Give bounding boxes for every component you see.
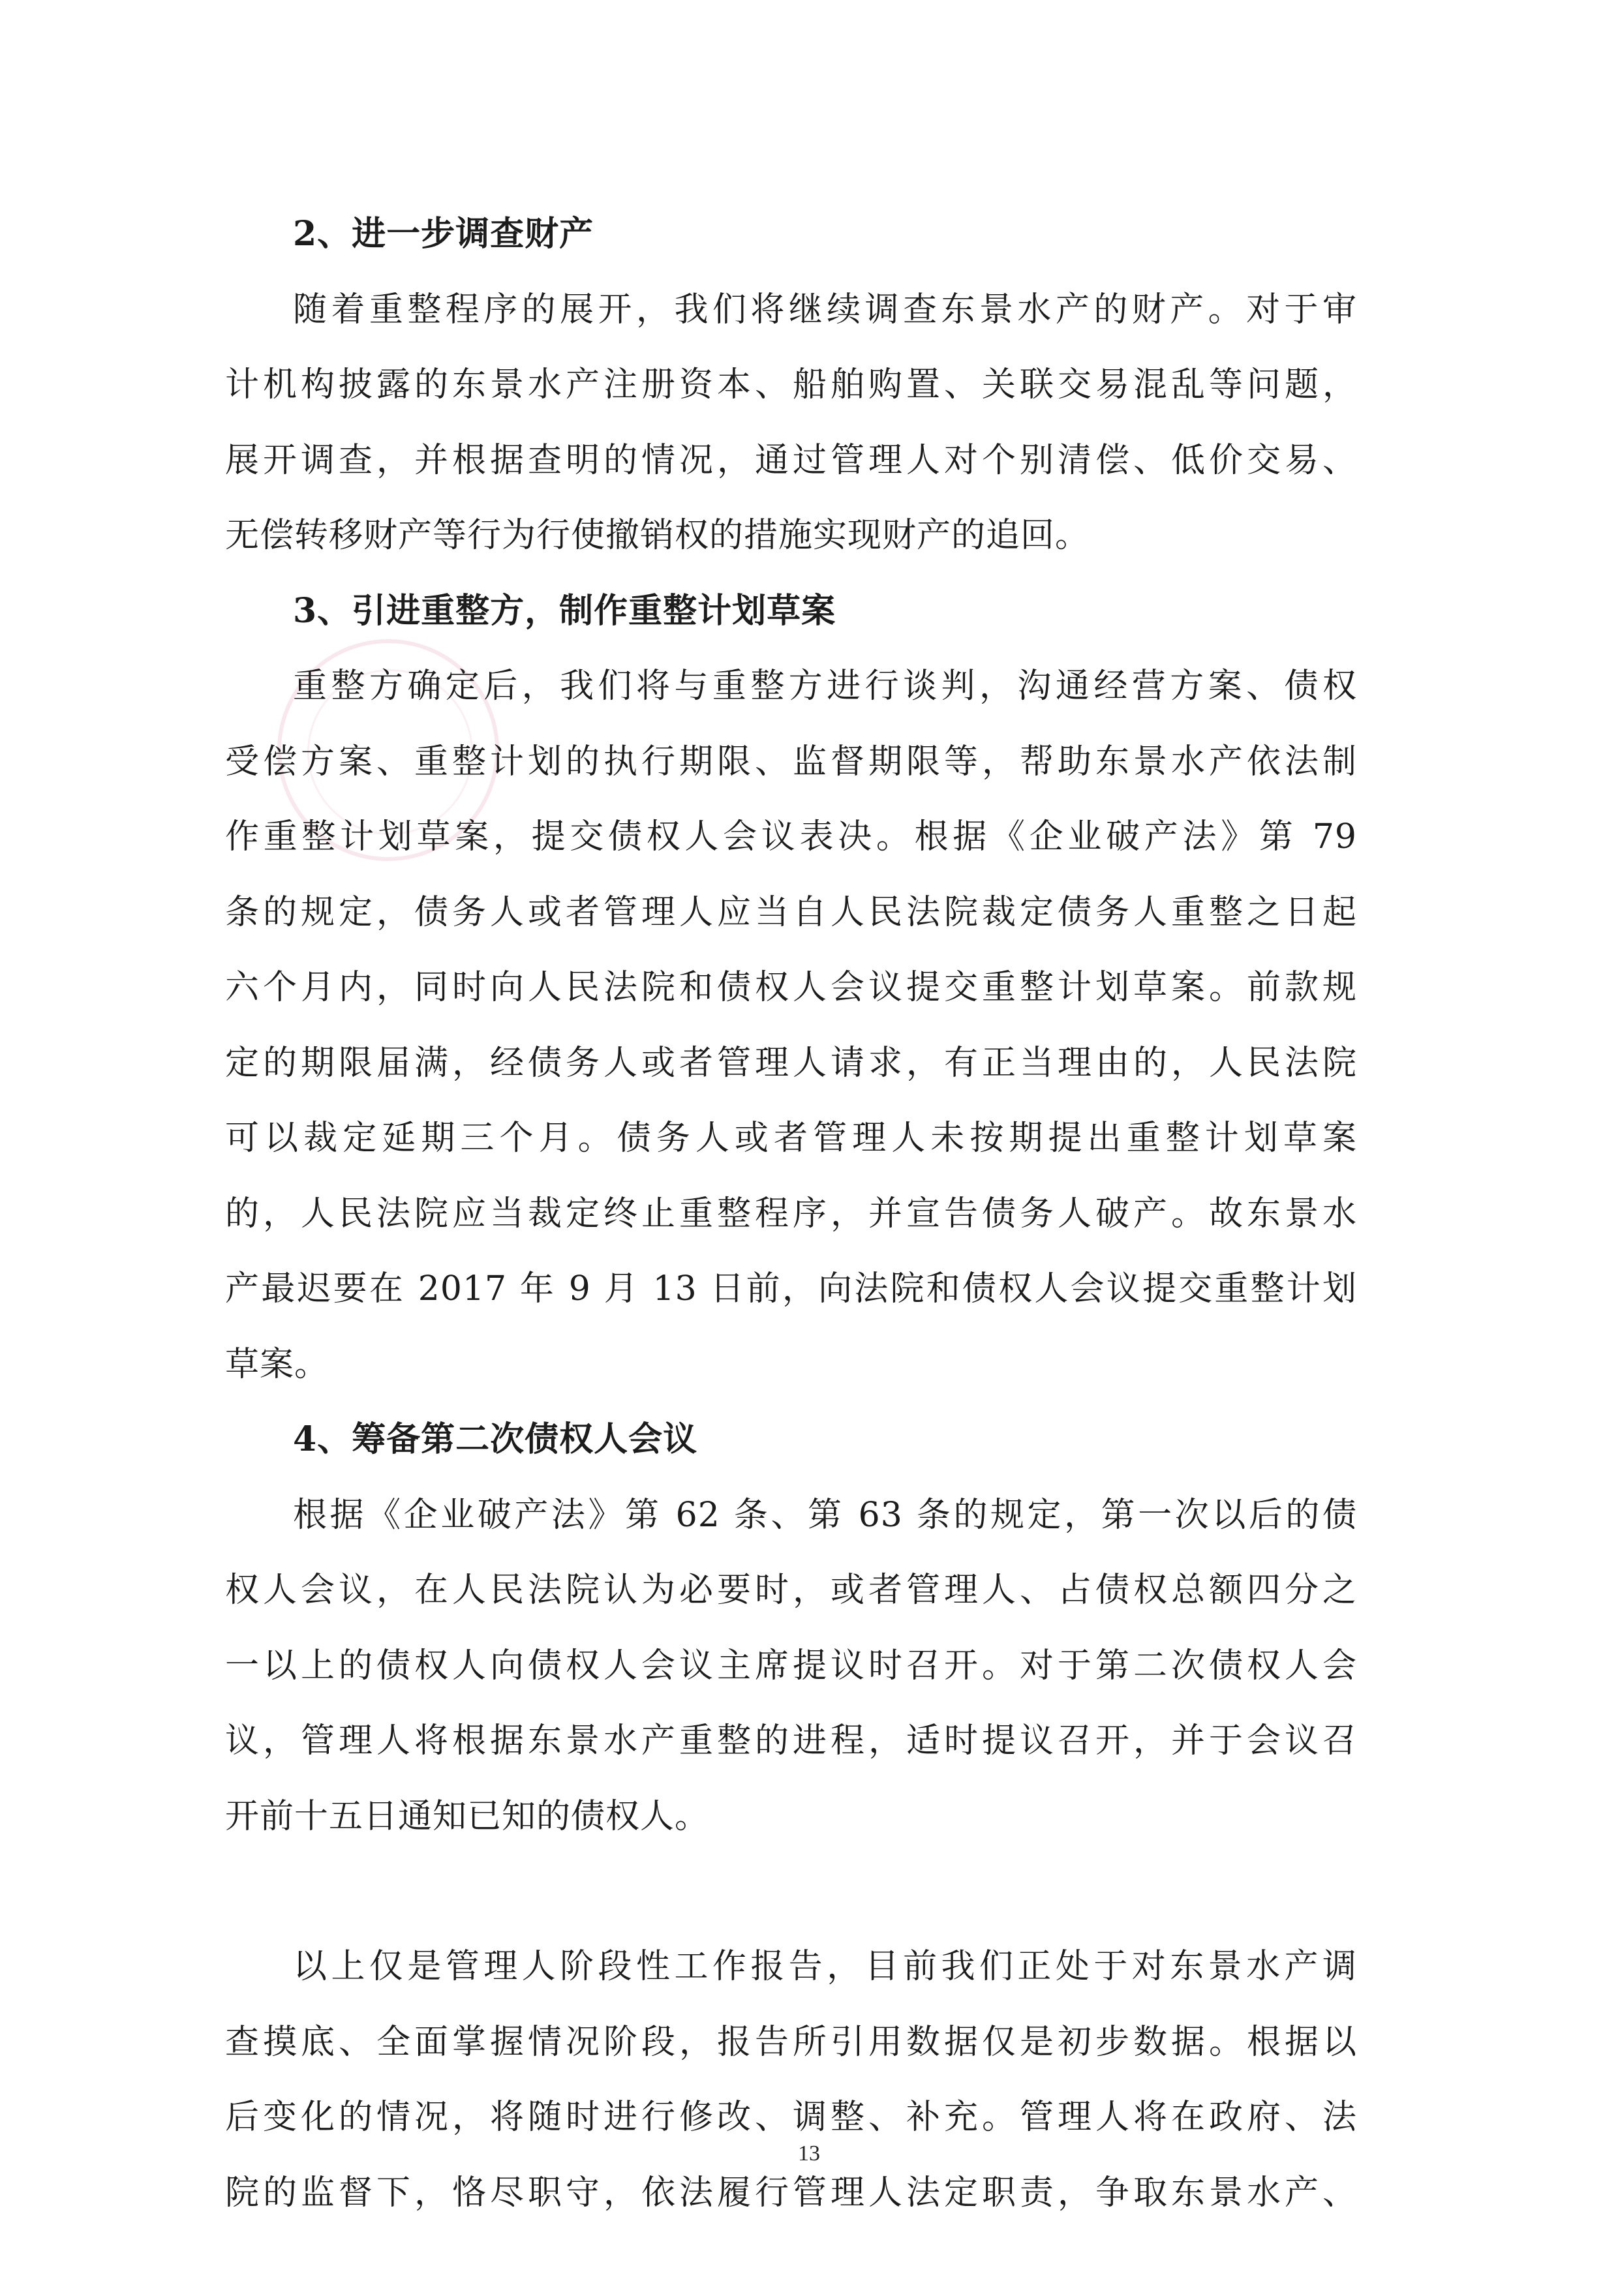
text-line: 权人会议，在人民法院认为必要时，或者管理人、占债权总额四分之 <box>225 1571 1357 1610</box>
text-line: 无偿转移财产等行为行使撤销权的措施实现财产的追回。 <box>225 516 1090 555</box>
text-line: 随着重整程序的展开，我们将继续调查东景水产的财产。对于审 <box>293 290 1357 329</box>
text-line: 后变化的情况，将随时进行修改、调整、补充。管理人将在政府、法 <box>225 2098 1357 2137</box>
text-line: 议，管理人将根据东景水产重整的进程，适时提议召开，并于会议召 <box>225 1721 1357 1760</box>
text-line: 查摸底、全面掌握情况阶段，报告所引用数据仅是初步数据。根据以 <box>225 2022 1357 2062</box>
paragraph-spacer <box>225 1873 1357 1948</box>
text-line: 六个月内，同时向人民法院和债权人会议提交重整计划草案。前款规 <box>225 968 1357 1007</box>
text-line: 计机构披露的东景水产注册资本、船舶购置、关联交易混乱等问题， <box>225 365 1357 404</box>
section-heading: 4、筹备第二次债权人会议 <box>293 1419 698 1459</box>
text-line: 一以上的债权人向债权人会议主席提议时召开。对于第二次债权人会 <box>225 1646 1357 1685</box>
page-number: 13 <box>798 2141 820 2166</box>
document-body <box>225 215 1357 2249</box>
text-line: 重整方确定后，我们将与重整方进行谈判，沟通经营方案、债权 <box>293 667 1357 706</box>
text-line: 院的监督下，恪尽职守，依法履行管理人法定职责，争取东景水产、 <box>225 2173 1357 2213</box>
text-line: 的，人民法院应当裁定终止重整程序，并宣告债务人破产。故东景水 <box>225 1194 1357 1233</box>
section-heading: 2、进一步调查财产 <box>293 214 594 254</box>
text-line: 开前十五日通知已知的债权人。 <box>225 1796 710 1836</box>
text-line: 条的规定，债务人或者管理人应当自人民法院裁定债务人重整之日起 <box>225 892 1357 932</box>
text-line: 定的期限届满，经债务人或者管理人请求，有正当理由的，人民法院 <box>225 1043 1357 1083</box>
text-line: 可以裁定延期三个月。债务人或者管理人未按期提出重整计划草案 <box>225 1119 1357 1158</box>
text-line: 作重整计划草案，提交债权人会议表决。根据《企业破产法》第 79 <box>225 817 1357 856</box>
section-heading: 3、引进重整方，制作重整计划草案 <box>293 590 836 631</box>
text-line: 根据《企业破产法》第 62 条、第 63 条的规定，第一次以后的债 <box>293 1495 1357 1535</box>
text-line: 展开调查，并根据查明的情况，通过管理人对个别清偿、低价交易、 <box>225 440 1357 480</box>
text-line: 受偿方案、重整计划的执行期限、监督期限等，帮助东景水产依法制 <box>225 742 1357 781</box>
text-line: 产最迟要在 2017 年 9 月 13 日前，向法院和债权人会议提交重整计划 <box>225 1269 1357 1308</box>
text-line: 草案。 <box>225 1344 329 1384</box>
text-line: 以上仅是管理人阶段性工作报告，目前我们正处于对东景水产调 <box>293 1947 1357 1986</box>
